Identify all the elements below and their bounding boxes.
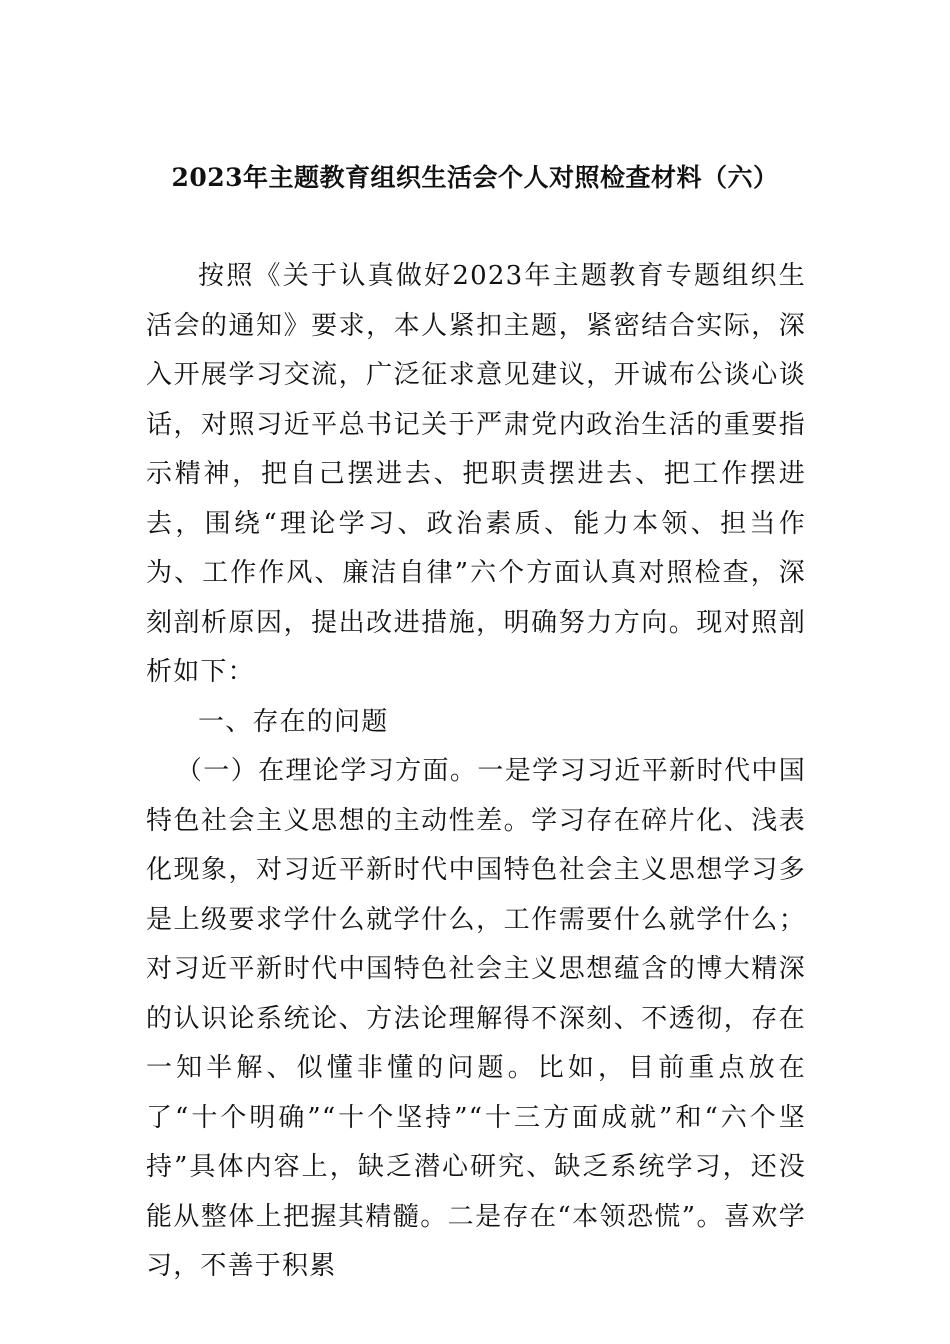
theory-study-paragraph: （一）在理论学习方面。一是学习习近平新时代中国特色社会主义思想的主动性差。学习存在碎片化、浅表化现象，对习近平新时代中国特色社会主义思想学习多是上级要求学什么就学什么，工作需要什么就学什么；对习近平新时代中国特色社会主义思想蕴含的博大精深的认识论系统论、方法论理解得不深刻、不透彻，存在一知半解、似懂非懂的问题。比如，目前重点放在了“十个明确”“十个坚持”“十三方面成就”和“六个坚持”具体内容上，缺乏潜心研究、缺乏系统学习，还没能从整体上把握其精髓。二是存在“本领恐慌”。喜欢学习，不善于积累 [146,756,806,1281]
document-body [146,252,806,1292]
document-title: 2023年主题教育组织生活会个人对照检查材料（六） [171,163,779,192]
section-heading-existing-problems: 一、存在的问题 [198,706,389,737]
intro-paragraph: 按照《关于认真做好2023年主题教育专题组织生活会的通知》要求，本人紧扣主题，紧密结合实际，深入开展学习交流，广泛征求意见建议，开诚布公谈心谈话，对照习近平总书记关于严肃党内政治生活的重要指示精神，把自己摆进去、把职责摆进去、把工作摆进去，围绕“理论学习、政治素质、能力本领、担当作为、工作作风、廉洁自律”六个方面认真对照检查，深刻剖析原因，提出改进措施，明确努力方向。现对照剖析如下： [146,261,806,687]
